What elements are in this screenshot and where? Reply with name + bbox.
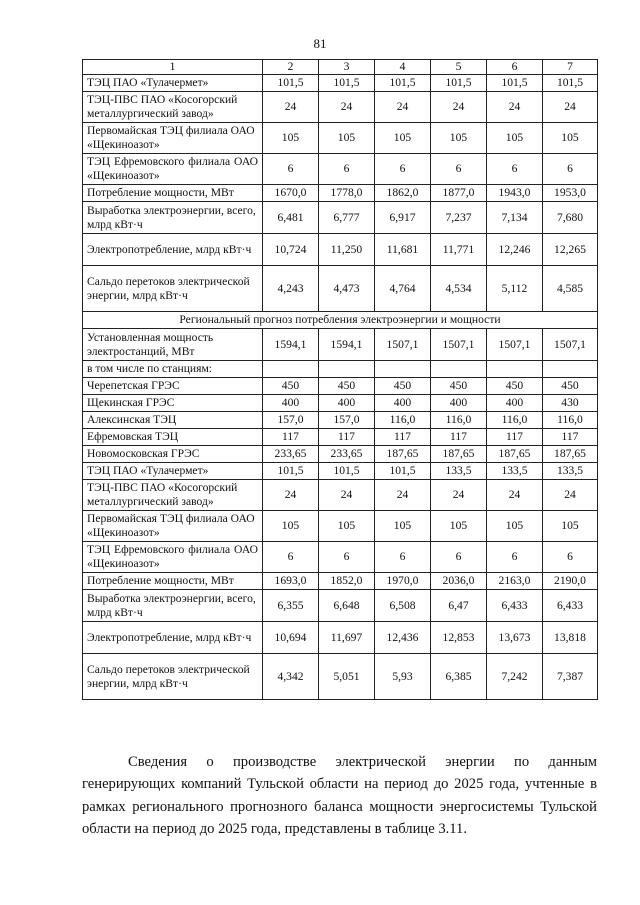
value-cell: 117 bbox=[431, 429, 487, 446]
value-cell: 6 bbox=[263, 542, 319, 573]
row-label: Электропотребление, млрд кВт·ч bbox=[83, 622, 263, 654]
value-cell: 6 bbox=[375, 154, 431, 185]
table-row bbox=[83, 573, 598, 590]
row-label: ТЭЦ-ПВС ПАО «Косогорский металлургический завод» bbox=[83, 92, 263, 123]
row-label: ТЭЦ ПАО «Тулачермет» bbox=[83, 75, 263, 92]
value-cell bbox=[487, 361, 543, 378]
value-cell: 101,5 bbox=[431, 75, 487, 92]
row-label: Сальдо перетоков электрической энергии, млрд кВт·ч bbox=[83, 266, 263, 312]
value-cell: 11,771 bbox=[431, 234, 487, 266]
value-cell: 105 bbox=[431, 123, 487, 154]
value-cell: 105 bbox=[487, 511, 543, 542]
value-cell: 450 bbox=[431, 378, 487, 395]
value-cell bbox=[263, 361, 319, 378]
header-cell: 5 bbox=[431, 60, 487, 75]
table-row bbox=[83, 590, 598, 622]
value-cell: 24 bbox=[543, 92, 598, 123]
table-row bbox=[83, 123, 598, 154]
row-label: Сальдо перетоков электрической энергии, млрд кВт·ч bbox=[83, 654, 263, 700]
value-cell: 2190,0 bbox=[543, 573, 598, 590]
value-cell: 10,694 bbox=[263, 622, 319, 654]
value-cell: 24 bbox=[263, 92, 319, 123]
value-cell: 450 bbox=[375, 378, 431, 395]
value-cell: 6,433 bbox=[487, 590, 543, 622]
value-cell bbox=[375, 361, 431, 378]
table-row bbox=[83, 446, 598, 463]
row-label: Выработка электроэнергии, всего, млрд кВт·ч bbox=[83, 590, 263, 622]
table-row bbox=[83, 463, 598, 480]
value-cell: 12,265 bbox=[543, 234, 598, 266]
value-cell: 6,508 bbox=[375, 590, 431, 622]
value-cell: 450 bbox=[487, 378, 543, 395]
value-cell: 450 bbox=[263, 378, 319, 395]
value-cell: 7,680 bbox=[543, 202, 598, 234]
value-cell: 6,481 bbox=[263, 202, 319, 234]
value-cell: 400 bbox=[487, 395, 543, 412]
header-cell: 4 bbox=[375, 60, 431, 75]
value-cell: 12,246 bbox=[487, 234, 543, 266]
value-cell: 105 bbox=[263, 123, 319, 154]
row-label: Выработка электроэнергии, всего, млрд кВт·ч bbox=[83, 202, 263, 234]
row-label: Ефремовская ТЭЦ bbox=[83, 429, 263, 446]
row-label: Первомайская ТЭЦ филиала ОАО «Щекиноазот» bbox=[83, 511, 263, 542]
value-cell: 6,355 bbox=[263, 590, 319, 622]
value-cell: 105 bbox=[375, 511, 431, 542]
value-cell: 1877,0 bbox=[431, 185, 487, 202]
header-cell: 1 bbox=[83, 60, 263, 75]
value-cell: 10,724 bbox=[263, 234, 319, 266]
table-row bbox=[83, 185, 598, 202]
value-cell: 4,473 bbox=[319, 266, 375, 312]
row-label: Щекинская ГРЭС bbox=[83, 395, 263, 412]
value-cell: 1953,0 bbox=[543, 185, 598, 202]
value-cell: 4,243 bbox=[263, 266, 319, 312]
value-cell: 157,0 bbox=[319, 412, 375, 429]
value-cell: 117 bbox=[319, 429, 375, 446]
value-cell: 1507,1 bbox=[543, 329, 598, 361]
value-cell: 133,5 bbox=[543, 463, 598, 480]
value-cell: 24 bbox=[319, 92, 375, 123]
value-cell: 157,0 bbox=[263, 412, 319, 429]
value-cell: 450 bbox=[319, 378, 375, 395]
table-row bbox=[83, 480, 598, 511]
value-cell: 5,93 bbox=[375, 654, 431, 700]
value-cell: 5,051 bbox=[319, 654, 375, 700]
value-cell: 1594,1 bbox=[319, 329, 375, 361]
value-cell: 187,65 bbox=[375, 446, 431, 463]
row-label: Установленная мощность электростанций, МВт bbox=[83, 329, 263, 361]
value-cell: 6 bbox=[431, 542, 487, 573]
value-cell: 6 bbox=[487, 542, 543, 573]
energy-balance-table bbox=[82, 59, 598, 700]
value-cell: 2163,0 bbox=[487, 573, 543, 590]
value-cell: 7,242 bbox=[487, 654, 543, 700]
value-cell: 6,385 bbox=[431, 654, 487, 700]
table-row bbox=[83, 202, 598, 234]
value-cell: 6 bbox=[263, 154, 319, 185]
value-cell: 101,5 bbox=[543, 75, 598, 92]
table-row bbox=[83, 329, 598, 361]
value-cell: 101,5 bbox=[375, 463, 431, 480]
row-label: ТЭЦ-ПВС ПАО «Косогорский металлургический завод» bbox=[83, 480, 263, 511]
value-cell: 11,250 bbox=[319, 234, 375, 266]
value-cell: 105 bbox=[375, 123, 431, 154]
table-row bbox=[83, 378, 598, 395]
value-cell: 101,5 bbox=[487, 75, 543, 92]
value-cell: 105 bbox=[543, 511, 598, 542]
value-cell: 1507,1 bbox=[431, 329, 487, 361]
value-cell: 6,47 bbox=[431, 590, 487, 622]
value-cell: 6 bbox=[375, 542, 431, 573]
value-cell: 105 bbox=[263, 511, 319, 542]
header-cell: 7 bbox=[543, 60, 598, 75]
value-cell: 116,0 bbox=[375, 412, 431, 429]
value-cell: 1693,0 bbox=[263, 573, 319, 590]
table-row bbox=[83, 234, 598, 266]
row-label: ТЭЦ Ефремовского филиала ОАО «Щекиноазот» bbox=[83, 154, 263, 185]
value-cell: 12,436 bbox=[375, 622, 431, 654]
table-row bbox=[83, 654, 598, 700]
value-cell: 1943,0 bbox=[487, 185, 543, 202]
value-cell: 101,5 bbox=[263, 463, 319, 480]
value-cell: 5,112 bbox=[487, 266, 543, 312]
value-cell: 105 bbox=[319, 123, 375, 154]
value-cell bbox=[319, 361, 375, 378]
header-cell: 2 bbox=[263, 60, 319, 75]
value-cell: 105 bbox=[319, 511, 375, 542]
table-row bbox=[83, 622, 598, 654]
value-cell: 24 bbox=[431, 92, 487, 123]
table-row bbox=[83, 92, 598, 123]
value-cell: 1970,0 bbox=[375, 573, 431, 590]
value-cell: 13,818 bbox=[543, 622, 598, 654]
value-cell: 105 bbox=[431, 511, 487, 542]
table-row bbox=[83, 361, 598, 378]
value-cell: 12,853 bbox=[431, 622, 487, 654]
row-label: в том числе по станциям: bbox=[83, 361, 263, 378]
section-title: Региональный прогноз потребления электроэнергии и мощности bbox=[83, 312, 598, 329]
value-cell: 24 bbox=[263, 480, 319, 511]
value-cell: 117 bbox=[375, 429, 431, 446]
value-cell: 117 bbox=[487, 429, 543, 446]
value-cell: 1778,0 bbox=[319, 185, 375, 202]
value-cell: 233,65 bbox=[319, 446, 375, 463]
table-row bbox=[83, 542, 598, 573]
value-cell: 24 bbox=[487, 92, 543, 123]
body-paragraph: Сведения о производстве электрической энергии по данным генерирующих компаний Тульской области на период до 2025 года, учтенные в рамках регионального прогнозного баланса мощности энергосистемы Тульской области на период до 2025 года, представлены в таблице 3.11. bbox=[82, 753, 597, 838]
row-label: ТЭЦ Ефремовского филиала ОАО «Щекиноазот» bbox=[83, 542, 263, 573]
value-cell: 101,5 bbox=[319, 463, 375, 480]
value-cell: 6 bbox=[543, 542, 598, 573]
row-label: Потребление мощности, МВт bbox=[83, 185, 263, 202]
value-cell: 116,0 bbox=[487, 412, 543, 429]
value-cell: 1507,1 bbox=[487, 329, 543, 361]
row-label: Электропотребление, млрд кВт·ч bbox=[83, 234, 263, 266]
value-cell bbox=[431, 361, 487, 378]
value-cell: 105 bbox=[487, 123, 543, 154]
value-cell: 400 bbox=[263, 395, 319, 412]
value-cell: 4,585 bbox=[543, 266, 598, 312]
row-label: Черепетская ГРЭС bbox=[83, 378, 263, 395]
row-label: Потребление мощности, МВт bbox=[83, 573, 263, 590]
value-cell: 7,237 bbox=[431, 202, 487, 234]
value-cell: 1670,0 bbox=[263, 185, 319, 202]
value-cell: 11,681 bbox=[375, 234, 431, 266]
table-row bbox=[83, 429, 598, 446]
value-cell: 7,134 bbox=[487, 202, 543, 234]
row-label: Первомайская ТЭЦ филиала ОАО «Щекиноазот» bbox=[83, 123, 263, 154]
value-cell: 187,65 bbox=[487, 446, 543, 463]
value-cell: 24 bbox=[375, 92, 431, 123]
value-cell: 6 bbox=[431, 154, 487, 185]
value-cell: 6,648 bbox=[319, 590, 375, 622]
value-cell: 1852,0 bbox=[319, 573, 375, 590]
row-label: ТЭЦ ПАО «Тулачермет» bbox=[83, 463, 263, 480]
value-cell: 1507,1 bbox=[375, 329, 431, 361]
value-cell: 117 bbox=[543, 429, 598, 446]
value-cell: 1862,0 bbox=[375, 185, 431, 202]
value-cell: 133,5 bbox=[431, 463, 487, 480]
value-cell: 6 bbox=[487, 154, 543, 185]
value-cell: 4,764 bbox=[375, 266, 431, 312]
value-cell: 24 bbox=[431, 480, 487, 511]
page-number: 81 bbox=[313, 36, 327, 51]
value-cell: 7,387 bbox=[543, 654, 598, 700]
value-cell: 187,65 bbox=[431, 446, 487, 463]
value-cell: 24 bbox=[375, 480, 431, 511]
value-cell: 430 bbox=[543, 395, 598, 412]
value-cell: 24 bbox=[487, 480, 543, 511]
table-row bbox=[83, 266, 598, 312]
value-cell: 24 bbox=[319, 480, 375, 511]
value-cell: 400 bbox=[375, 395, 431, 412]
value-cell: 187,65 bbox=[543, 446, 598, 463]
value-cell: 116,0 bbox=[543, 412, 598, 429]
value-cell: 101,5 bbox=[375, 75, 431, 92]
table-row bbox=[83, 154, 598, 185]
header-cell: 3 bbox=[319, 60, 375, 75]
value-cell: 101,5 bbox=[263, 75, 319, 92]
value-cell: 6 bbox=[543, 154, 598, 185]
value-cell bbox=[543, 361, 598, 378]
value-cell: 6,777 bbox=[319, 202, 375, 234]
value-cell: 6 bbox=[319, 542, 375, 573]
value-cell: 400 bbox=[319, 395, 375, 412]
value-cell: 4,342 bbox=[263, 654, 319, 700]
value-cell: 400 bbox=[431, 395, 487, 412]
table-row bbox=[83, 511, 598, 542]
section-header-row bbox=[83, 312, 598, 329]
value-cell: 24 bbox=[543, 480, 598, 511]
value-cell: 101,5 bbox=[319, 75, 375, 92]
value-cell: 2036,0 bbox=[431, 573, 487, 590]
table-row bbox=[83, 412, 598, 429]
value-cell: 1594,1 bbox=[263, 329, 319, 361]
value-cell: 13,673 bbox=[487, 622, 543, 654]
value-cell: 6 bbox=[319, 154, 375, 185]
table-row bbox=[83, 395, 598, 412]
table-row bbox=[83, 75, 598, 92]
header-cell: 6 bbox=[487, 60, 543, 75]
value-cell: 116,0 bbox=[431, 412, 487, 429]
value-cell: 133,5 bbox=[487, 463, 543, 480]
table-header-row bbox=[83, 60, 598, 75]
value-cell: 11,697 bbox=[319, 622, 375, 654]
value-cell: 117 bbox=[263, 429, 319, 446]
row-label: Новомосковская ГРЭС bbox=[83, 446, 263, 463]
value-cell: 105 bbox=[543, 123, 598, 154]
value-cell: 450 bbox=[543, 378, 598, 395]
value-cell: 4,534 bbox=[431, 266, 487, 312]
value-cell: 233,65 bbox=[263, 446, 319, 463]
value-cell: 6,433 bbox=[543, 590, 598, 622]
row-label: Алексинская ТЭЦ bbox=[83, 412, 263, 429]
value-cell: 6,917 bbox=[375, 202, 431, 234]
